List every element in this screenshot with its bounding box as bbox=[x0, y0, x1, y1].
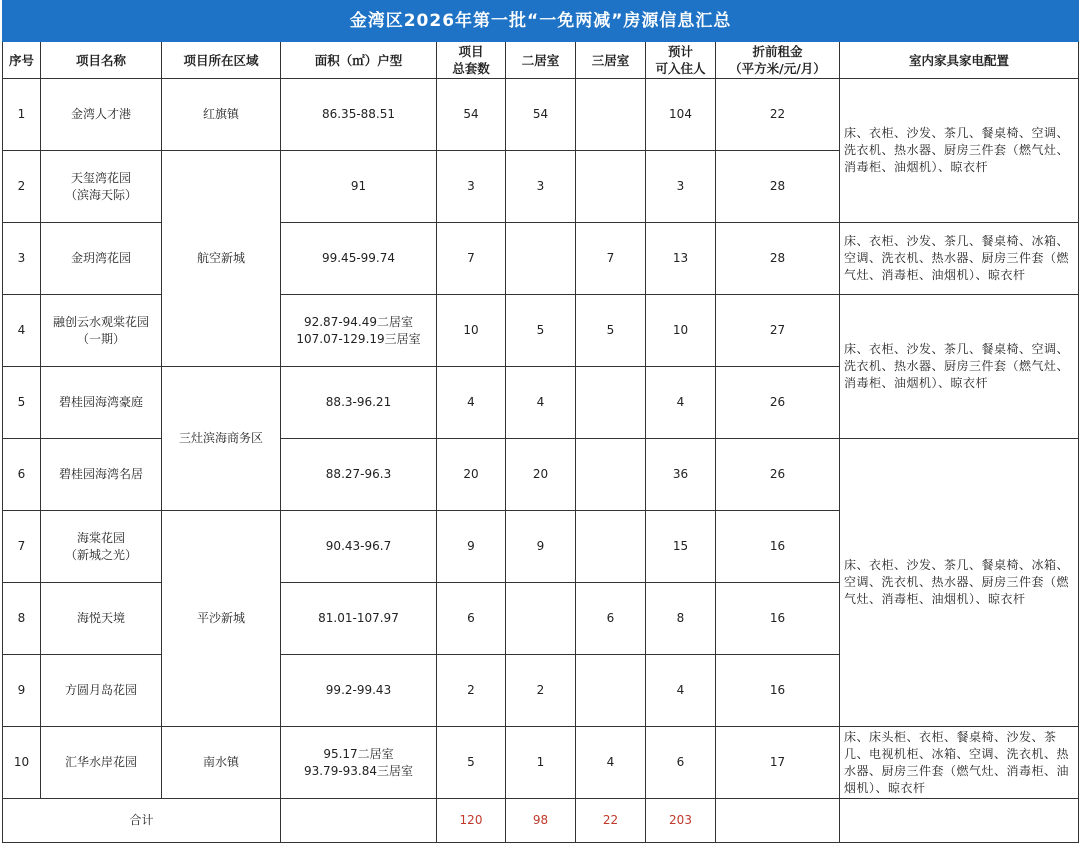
table-row bbox=[3, 79, 1079, 151]
cell-region: 航空新城 bbox=[162, 151, 281, 367]
header-size: 面积（㎡）户型 bbox=[281, 42, 437, 79]
cell-size: 99.45-99.74 bbox=[281, 223, 437, 295]
cell-two-bed: 9 bbox=[506, 511, 576, 583]
cell-name: 碧桂园海湾名居 bbox=[41, 439, 162, 511]
cell-residents: 3 bbox=[646, 151, 716, 223]
header-rent: 折前租金 （平方米/元/月） bbox=[716, 42, 840, 79]
cell-residents: 13 bbox=[646, 223, 716, 295]
cell-name: 天玺湾花园 （滨海天际） bbox=[41, 151, 162, 223]
cell-rent: 16 bbox=[716, 655, 840, 727]
cell-seq: 4 bbox=[3, 295, 41, 367]
header-residents: 预计 可入住人 bbox=[646, 42, 716, 79]
totals-total: 120 bbox=[437, 799, 506, 843]
cell-rent: 26 bbox=[716, 367, 840, 439]
cell-name: 碧桂园海湾豪庭 bbox=[41, 367, 162, 439]
cell-rent: 26 bbox=[716, 439, 840, 511]
cell-seq: 2 bbox=[3, 151, 41, 223]
cell-two-bed: 2 bbox=[506, 655, 576, 727]
cell-region: 三灶滨海商务区 bbox=[162, 367, 281, 511]
cell-total: 2 bbox=[437, 655, 506, 727]
cell-three-bed bbox=[576, 151, 646, 223]
cell-total: 20 bbox=[437, 439, 506, 511]
cell-region: 平沙新城 bbox=[162, 511, 281, 727]
cell-furnishing: 床、衣柜、沙发、茶几、餐桌椅、冰箱、空调、洗衣机、热水器、厨房三件套（燃气灶、消毒柜、油烟机）、晾衣杆 bbox=[840, 439, 1079, 727]
cell-three-bed bbox=[576, 439, 646, 511]
cell-furnishing: 床、衣柜、沙发、茶几、餐桌椅、空调、洗衣机、热水器、厨房三件套（燃气灶、消毒柜、油烟机）、晾衣杆 bbox=[840, 79, 1079, 223]
cell-rent: 16 bbox=[716, 583, 840, 655]
cell-size: 99.2-99.43 bbox=[281, 655, 437, 727]
cell-seq: 6 bbox=[3, 439, 41, 511]
cell-name: 汇华水岸花园 bbox=[41, 727, 162, 799]
housing-table bbox=[2, 0, 1079, 843]
cell-residents: 8 bbox=[646, 583, 716, 655]
cell-furnishing: 床、衣柜、沙发、茶几、餐桌椅、空调、洗衣机、热水器、厨房三件套（燃气灶、消毒柜、油烟机）、晾衣杆 bbox=[840, 295, 1079, 439]
totals-furnishing-empty bbox=[840, 799, 1079, 843]
header-total-units: 项目 总套数 bbox=[437, 42, 506, 79]
cell-total: 3 bbox=[437, 151, 506, 223]
cell-furnishing: 床、床头柜、衣柜、餐桌椅、沙发、茶几、电视机柜、冰箱、空调、洗衣机、热水器、厨房三件套（燃气灶、消毒柜、油烟机）、晾衣杆 bbox=[840, 727, 1079, 799]
cell-residents: 6 bbox=[646, 727, 716, 799]
cell-rent: 28 bbox=[716, 151, 840, 223]
cell-size: 88.27-96.3 bbox=[281, 439, 437, 511]
cell-seq: 9 bbox=[3, 655, 41, 727]
totals-size-empty bbox=[281, 799, 437, 843]
cell-name: 融创云水观棠花园 （一期） bbox=[41, 295, 162, 367]
cell-two-bed: 5 bbox=[506, 295, 576, 367]
cell-total: 7 bbox=[437, 223, 506, 295]
header-three-bed: 三居室 bbox=[576, 42, 646, 79]
cell-residents: 15 bbox=[646, 511, 716, 583]
cell-two-bed: 20 bbox=[506, 439, 576, 511]
cell-total: 10 bbox=[437, 295, 506, 367]
cell-two-bed bbox=[506, 583, 576, 655]
totals-label: 合计 bbox=[3, 799, 281, 843]
title-row bbox=[3, 1, 1079, 42]
cell-size: 81.01-107.97 bbox=[281, 583, 437, 655]
cell-seq: 7 bbox=[3, 511, 41, 583]
cell-residents: 36 bbox=[646, 439, 716, 511]
cell-three-bed: 6 bbox=[576, 583, 646, 655]
header-row bbox=[3, 42, 1079, 79]
cell-name: 金玥湾花园 bbox=[41, 223, 162, 295]
cell-total: 4 bbox=[437, 367, 506, 439]
cell-two-bed: 54 bbox=[506, 79, 576, 151]
cell-three-bed bbox=[576, 367, 646, 439]
cell-size: 95.17二居室 93.79-93.84三居室 bbox=[281, 727, 437, 799]
cell-two-bed: 3 bbox=[506, 151, 576, 223]
cell-region: 南水镇 bbox=[162, 727, 281, 799]
cell-residents: 4 bbox=[646, 655, 716, 727]
header-name: 项目名称 bbox=[41, 42, 162, 79]
header-region: 项目所在区域 bbox=[162, 42, 281, 79]
cell-two-bed bbox=[506, 223, 576, 295]
totals-three-bed: 22 bbox=[576, 799, 646, 843]
cell-seq: 10 bbox=[3, 727, 41, 799]
totals-residents: 203 bbox=[646, 799, 716, 843]
cell-seq: 1 bbox=[3, 79, 41, 151]
cell-two-bed: 4 bbox=[506, 367, 576, 439]
header-furnishing: 室内家具家电配置 bbox=[840, 42, 1079, 79]
cell-total: 54 bbox=[437, 79, 506, 151]
table-row bbox=[3, 727, 1079, 799]
cell-residents: 104 bbox=[646, 79, 716, 151]
cell-rent: 17 bbox=[716, 727, 840, 799]
cell-total: 5 bbox=[437, 727, 506, 799]
cell-three-bed: 4 bbox=[576, 727, 646, 799]
cell-rent: 28 bbox=[716, 223, 840, 295]
cell-total: 6 bbox=[437, 583, 506, 655]
cell-name: 方圆月岛花园 bbox=[41, 655, 162, 727]
cell-three-bed bbox=[576, 511, 646, 583]
cell-rent: 27 bbox=[716, 295, 840, 367]
cell-rent: 22 bbox=[716, 79, 840, 151]
cell-region: 红旗镇 bbox=[162, 79, 281, 151]
cell-seq: 8 bbox=[3, 583, 41, 655]
header-seq: 序号 bbox=[3, 42, 41, 79]
cell-name: 海悦天境 bbox=[41, 583, 162, 655]
cell-size: 90.43-96.7 bbox=[281, 511, 437, 583]
cell-three-bed bbox=[576, 79, 646, 151]
cell-size: 91 bbox=[281, 151, 437, 223]
totals-row bbox=[3, 799, 1079, 843]
cell-seq: 5 bbox=[3, 367, 41, 439]
totals-rent-empty bbox=[716, 799, 840, 843]
cell-three-bed: 7 bbox=[576, 223, 646, 295]
cell-total: 9 bbox=[437, 511, 506, 583]
cell-seq: 3 bbox=[3, 223, 41, 295]
cell-three-bed bbox=[576, 655, 646, 727]
cell-residents: 4 bbox=[646, 367, 716, 439]
cell-furnishing: 床、衣柜、沙发、茶几、餐桌椅、冰箱、空调、洗衣机、热水器、厨房三件套（燃气灶、消毒柜、油烟机）、晾衣杆 bbox=[840, 223, 1079, 295]
cell-two-bed: 1 bbox=[506, 727, 576, 799]
cell-three-bed: 5 bbox=[576, 295, 646, 367]
table-title: 金湾区2026年第一批“一免两减”房源信息汇总 bbox=[3, 1, 1079, 42]
cell-size: 86.35-88.51 bbox=[281, 79, 437, 151]
cell-residents: 10 bbox=[646, 295, 716, 367]
cell-size: 88.3-96.21 bbox=[281, 367, 437, 439]
cell-name: 金湾人才港 bbox=[41, 79, 162, 151]
totals-two-bed: 98 bbox=[506, 799, 576, 843]
cell-rent: 16 bbox=[716, 511, 840, 583]
cell-size: 92.87-94.49二居室 107.07-129.19三居室 bbox=[281, 295, 437, 367]
header-two-bed: 二居室 bbox=[506, 42, 576, 79]
cell-name: 海棠花园 （新城之光） bbox=[41, 511, 162, 583]
